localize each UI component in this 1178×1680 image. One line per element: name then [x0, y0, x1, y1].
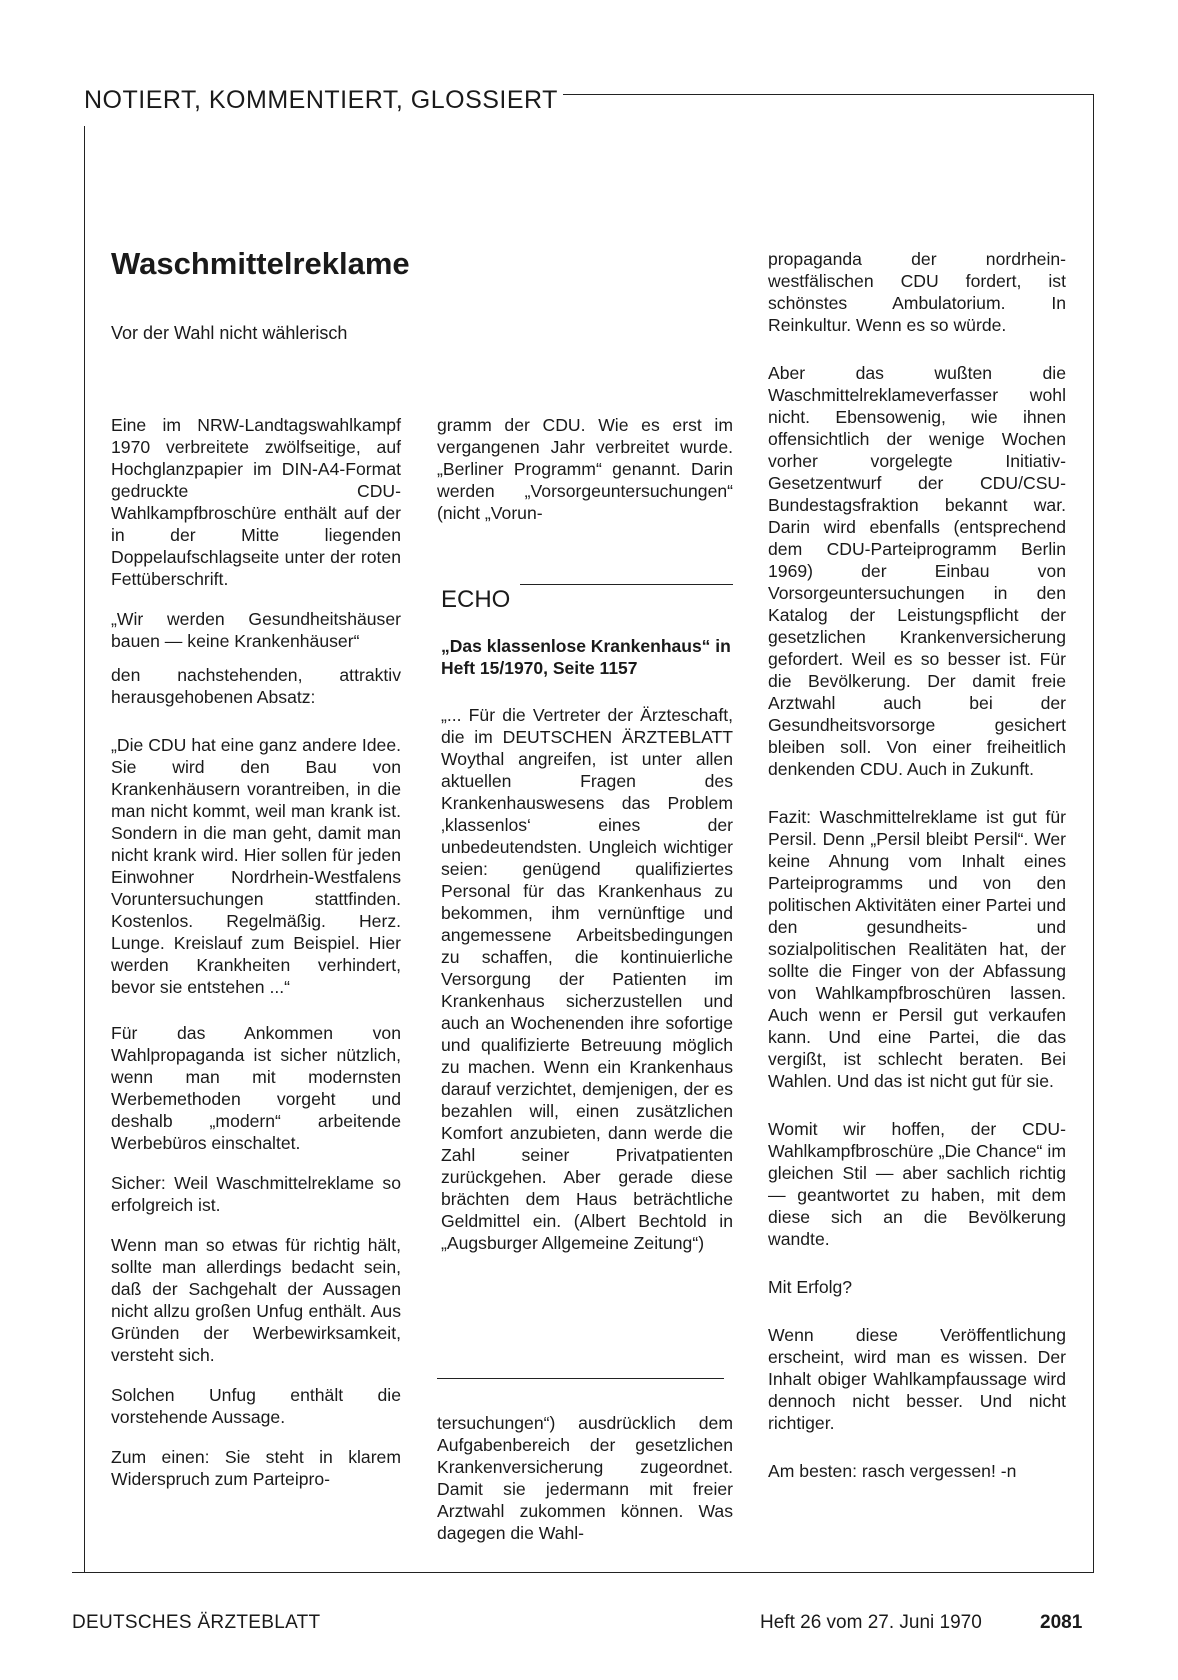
frame-top-rule: [563, 94, 1093, 95]
paragraph: „Die CDU hat eine ganz andere Idee. Sie wird den Bau von Krankenhäusern vorantreiben, in die man nicht kommt, weil man krank ist. Sondern in die man geht, damit man nicht krank wird. Hier sollen für jeden Einwohner Nordrhein-Westfalens Voruntersuchungen stattfinden. Kostenlos. Regelmäßig. Herz. Lunge. Kreislauf zum Beispiel. Hier werden Krankheiten verhindert, bevor sie entstehen ...“: [111, 735, 401, 997]
echo-heading: ECHO: [441, 586, 511, 613]
column-3: [768, 248, 1066, 1500]
paragraph: Für das Ankommen von Wahlpropaganda ist sicher nützlich, wenn man mit modernsten Werbemethoden vorgeht und deshalb „modern“ arbeitende Werbebüros einschaltet.: [111, 1023, 401, 1153]
echo-heading-rule: [520, 584, 733, 585]
column-1: [111, 414, 401, 1508]
paragraph: propaganda der nordrhein-westfälischen CDU fordert, ist schönstes Ambulatorium. In Reinkultur. Wenn es so würde.: [768, 249, 1066, 335]
paragraph: Fazit: Waschmittelreklame ist gut für Persil. Denn „Persil bleibt Persil“. Wer keine Ahnung vom Inhalt eines Parteiprogramms und von den politischen Aktivitäten einer Partei und den gesundheits- und sozialpolitischen Realitäten hat, der sollte die Finger von der Abfassung von Wahlkampfbroschüren lassen. Auch wenn er Persil gut verkaufen kann. Und eine Partei, die das vergißt, ist schlecht beraten. Bei Wahlen. Und das ist nicht gut für sie.: [768, 807, 1066, 1091]
frame-right-rule: [1093, 94, 1094, 1572]
paragraph: den nachstehenden, attraktiv herausgehobenen Absatz:: [111, 665, 401, 707]
echo-body: „... Für die Vertreter der Ärzteschaft, die im DEUTSCHEN ÄRZTEBLATT Woythal angreifen, ist unter allen aktuellen Fragen des Krankenhauswesens das Problem ‚klassenlos‘ eines der unbedeutendsten. Ungleich wichtiger seien: genügend qualifiziertes Personal für das Krankenhaus zu bekommen, ihm vernünftige und angemessene Arbeitsbedingungen zu schaffen, die kontinuierliche Versorgung der Patienten im Krankenhaus sicherzustellen und auch an Wochenenden ihre sofortige und qualifizierte Betreuung möglich zu machen. Wenn ein Krankenhaus darauf verzichtet, demjenigen, der es bezahlen will, einen zusätzlichen Komfort anzubieten, dann werde die Zahl seiner Privatpatienten zurückgehen. Aber gerade diese brächten dem Haus beträchtliche Geldmittel ein. (Albert Bechtold in „Augsburger Allgemeine Zeitung“): [441, 705, 733, 1253]
article-subtitle: Vor der Wahl nicht wählerisch: [111, 323, 348, 343]
paragraph: Eine im NRW-Landtagswahlkampf 1970 verbreitete zwölfseitige, auf Hochglanzpapier im DIN-A4-Format gedruckte CDU-Wahlkampfbroschüre enthält auf der in der Mitte liegenden Doppelaufschlagseite unter der roten Fettüberschrift.: [111, 415, 401, 589]
article-title: Waschmittelreklame: [111, 246, 410, 281]
paragraph: Wenn man so etwas für richtig hält, sollte man allerdings bedacht sein, daß der Sachgehalt der Aussagen nicht allzu großen Unfug enthält. Aus Gründen der Werbewirksamkeit, versteht sich.: [111, 1235, 401, 1365]
paragraph: Zum einen: Sie steht in klarem Widerspruch zum Parteipro-: [111, 1447, 401, 1489]
paragraph: Aber das wußten die Waschmittelreklameverfasser wohl nicht. Ebensowenig, wie ihnen offensichtlich der wenige Wochen vorher vorgelegte Initiativ-Gesetzentwurf der CDU/CSU-Bundestagsfraktion bekannt war. Darin wird ebenfalls (entsprechend dem CDU-Parteiprogramm Berlin 1969) der Einbau von Vorsorgeuntersuchungen in den Katalog der Leistungspflicht der gesetzlichen Krankenversicherung gefordert. Weil es so besser ist. Für die Bevölkerung. Der damit freie Arztwahl auch bei der Gesundheitsvorsorge gesichert bleiben soll. Von einer freiheitlich denkenden CDU. Auch in Zukunft.: [768, 363, 1066, 779]
footer-journal: DEUTSCHES ÄRZTEBLATT: [72, 1612, 321, 1633]
paragraph: Sicher: Weil Waschmittelreklame so erfolgreich ist.: [111, 1173, 401, 1215]
paragraph: Mit Erfolg?: [768, 1277, 853, 1297]
paragraph: gramm der CDU. Wie es erst im vergangenen Jahr verbreitet wurde. „Berliner Programm“ genannt. Darin werden „Vorsorgeuntersuchungen“ (nicht „Vorun-: [437, 415, 733, 523]
page-number: 2081: [1040, 1612, 1083, 1633]
echo-end-rule: [437, 1378, 724, 1379]
paragraph: Wenn diese Veröffentlichung erscheint, wird man es wissen. Der Inhalt obiger Wahlkampfaussage wird dennoch nicht besser. Und nicht richtiger.: [768, 1325, 1066, 1433]
paragraph: Solchen Unfug enthält die vorstehende Aussage.: [111, 1385, 401, 1427]
echo-title: „Das klassenlose Krankenhaus“ in Heft 15/1970, Seite 1157: [441, 636, 731, 678]
paragraph: „Wir werden Gesundheitshäuser bauen — keine Krankenhäuser“: [111, 609, 401, 651]
footer-issue: Heft 26 vom 27. Juni 1970: [760, 1612, 982, 1633]
section-heading: NOTIERT, KOMMENTIERT, GLOSSIERT: [84, 86, 558, 114]
paragraph: tersuchungen“) ausdrücklich dem Aufgabenbereich der gesetzlichen Krankenversicherung zugeordnet. Damit sie jedermann mit freier Arztwahl zukommen können. Was dagegen die Wahl-: [437, 1413, 733, 1543]
frame-left-rule: [84, 126, 85, 1572]
column-2-top: [437, 414, 733, 542]
paragraph: Am besten: rasch vergessen! -n: [768, 1461, 1017, 1481]
frame-bottom-rule: [72, 1572, 1094, 1573]
paragraph: Womit wir hoffen, der CDU-Wahlkampfbroschüre „Die Chance“ im gleichen Stil — aber sachlich richtig — geantwortet zu haben, mit dem diese sich an die Bevölkerung wandte.: [768, 1119, 1066, 1249]
column-2-bottom: [437, 1412, 733, 1562]
